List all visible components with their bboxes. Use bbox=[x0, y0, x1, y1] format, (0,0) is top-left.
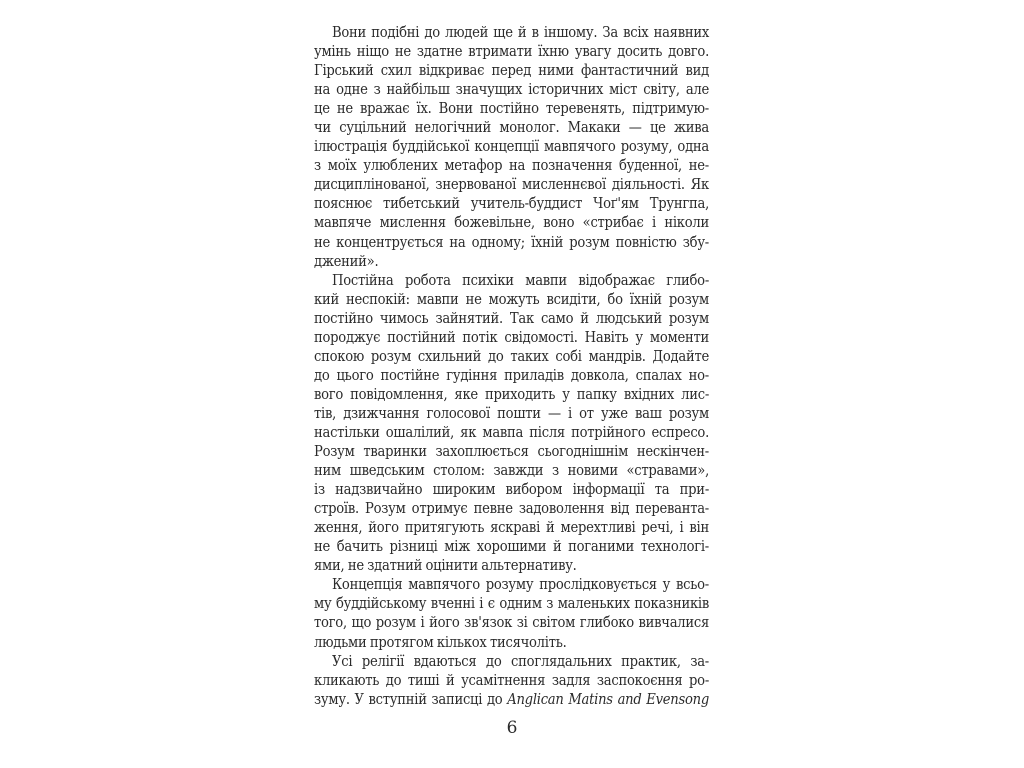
text-line-with-italic bbox=[314, 690, 709, 709]
text-line: ілюстрація буддійської концепції мавпячого розуму, одна bbox=[314, 138, 709, 156]
text-line: вого повідомлення, яке приходить у папку вхідних лис- bbox=[314, 385, 709, 403]
text-line: того, що розум і його зв'язок зі світом глибоко вивчалися bbox=[314, 614, 709, 632]
text-line: ями, не здатний оцінити альтернативу. bbox=[314, 557, 577, 575]
text-line: Гірський схил відкриває перед ними фантастичний вид bbox=[314, 62, 709, 80]
paragraph-4 bbox=[314, 652, 709, 709]
text-line: пояснює тибетський учитель-буддист Чоґ'ям Трунгпа, bbox=[314, 195, 709, 213]
text-line: му буддійському вченні і є одним з маленьких показників bbox=[314, 595, 709, 613]
text-line: кликають до тиші й усамітнення задля заспокоєння ро- bbox=[314, 671, 709, 689]
text-line: на одне з найбільш значущих історичних міст світу, але bbox=[314, 81, 709, 99]
body-text bbox=[314, 23, 709, 709]
paragraph-3 bbox=[314, 575, 709, 651]
text-line: Усі релігії вдаються до споглядальних практик, за- bbox=[332, 652, 709, 670]
text-line: не бачить різниці між хорошими й поганими технологі- bbox=[314, 538, 709, 556]
text-line: породжує постійний потік свідомості. Навіть у моменти bbox=[314, 328, 709, 346]
text-line: ження, його притягують яскраві й мерехтливі речі, і він bbox=[314, 519, 709, 537]
page-number: 6 bbox=[506, 718, 518, 738]
text-line: це не вражає їх. Вони постійно теревенять, підтримую- bbox=[314, 100, 709, 118]
text-line: Концепція мавпячого розуму прослідковується у всьо- bbox=[332, 576, 709, 594]
text-line: Розум тваринки захоплюється сьогоднішнім нескінчен- bbox=[314, 443, 709, 461]
text-line: Постійна робота психіки мавпи відображає глибо- bbox=[332, 271, 709, 289]
text-line: джений». bbox=[314, 252, 379, 270]
text-line: тів, дзижчання голосової пошти — і от уже ваш розум bbox=[314, 404, 709, 422]
text-line: не концентрується на одному; їхній розум повністю збу- bbox=[314, 233, 709, 251]
paragraph-2 bbox=[314, 271, 709, 576]
text-line: чи суцільний нелогічний монолог. Макаки — це жива bbox=[314, 119, 709, 137]
text-line: людьми протягом кількох тисячоліть. bbox=[314, 633, 567, 651]
text-line: ним шведським столом: завжди з новими «стравами», bbox=[314, 462, 709, 480]
text-line: настільки ошалілий, як мавпа після потрійного еспресо. bbox=[314, 423, 709, 441]
text-line: Вони подібні до людей ще й в іншому. За всіх наявних bbox=[332, 24, 709, 41]
text-line: з моїх улюблених метафор на позначення буденної, не- bbox=[314, 157, 709, 175]
text-line: постійно чимось зайнятий. Так само й людський розум bbox=[314, 309, 709, 327]
text-line: умінь ніщо не здатне втримати їхню увагу досить довго. bbox=[314, 43, 709, 61]
text-line: до цього постійне гудіння приладів довкола, спалах но- bbox=[314, 366, 709, 384]
text-line: строїв. Розум отримує певне задоволення від переванта- bbox=[314, 500, 709, 518]
text-line: мавпяче мислення божевільне, воно «стрибає і ніколи bbox=[314, 214, 709, 232]
paragraph-1 bbox=[314, 23, 709, 271]
text-segment: зуму. У вступній записці до bbox=[314, 690, 508, 708]
text-line: кий неспокій: мавпи не можуть всидіти, бо їхній розум bbox=[314, 290, 709, 308]
text-line: із надзвичайно широким вибором інформації та при- bbox=[314, 481, 709, 499]
text-line: спокою розум схильний до таких собі мандрів. Додайте bbox=[314, 347, 709, 365]
italic-title: Anglican Matins and Evensong bbox=[507, 690, 709, 708]
text-line: дисциплінованої, знервованої мисленнєвої діяльності. Як bbox=[314, 176, 709, 194]
